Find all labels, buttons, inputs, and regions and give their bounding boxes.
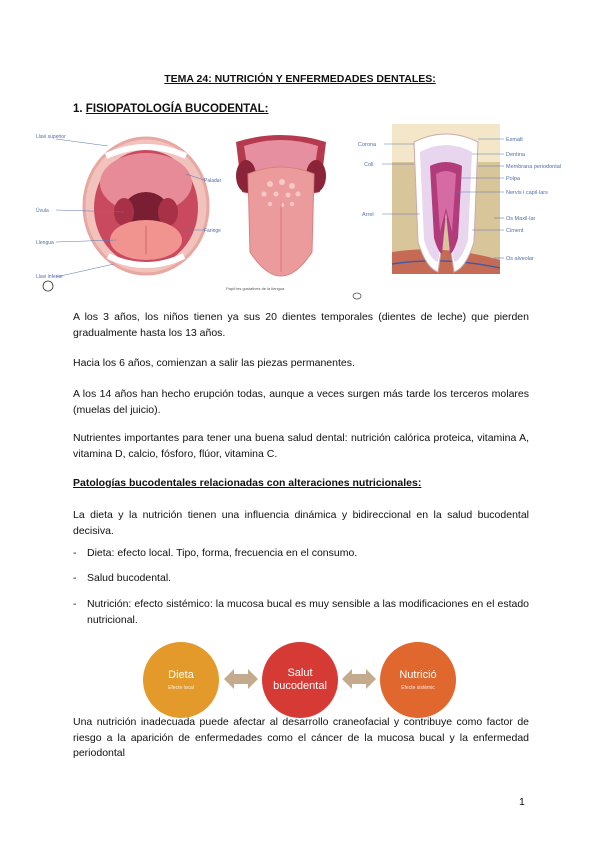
label-dentin: Dentina (506, 152, 525, 158)
label-tongue: Llengua (36, 240, 54, 246)
label-nerves: Nervis i capil·lars (506, 190, 548, 196)
list-item: - Dieta: efecto local. Tipo, forma, frecuencia en el consumo. (73, 547, 358, 559)
label-cementum: Ciment (506, 228, 524, 234)
node-title: Dieta (168, 669, 194, 681)
globe-icon (43, 281, 53, 291)
label-maxillary-bone: Os Maxil·lar (506, 216, 536, 222)
label-crown: Corona (358, 142, 377, 148)
paragraph-closing: Una nutrición inadecuada puede afectar al desarrollo craneofacial y contribuye como factor de riesgo a la aparición de enfermedades como el cáncer de la mucosa bucal y la enfermedad periodontal (73, 716, 529, 759)
label-root: Arrel (362, 212, 374, 218)
list-item-text: Salud bucodental. (87, 572, 172, 584)
copyright-icon (352, 292, 362, 300)
section-heading (73, 103, 269, 115)
node-title: Salut bucodental (273, 667, 327, 692)
label-palate: Paladar (204, 178, 222, 184)
paragraph-eruption: A los 14 años han hecho erupción todas, aunque a veces surgen más tarde los terceros molares (muelas del juicio). (73, 388, 529, 416)
page-number: 1 (519, 796, 525, 808)
double-arrow-icon (342, 668, 376, 690)
list-item-text: Nutrición: efecto sistémico: la mucosa bucal es muy sensible a las modificaciones en el estado nutricional. (87, 598, 529, 626)
list-item-text: Dieta: efecto local. Tipo, forma, frecuencia en el consumo. (87, 547, 358, 559)
subheading-pathologies: Patologías bucodentales relacionadas con alteraciones nutricionales: (73, 477, 422, 489)
double-arrow-icon (224, 668, 258, 690)
label-periodontal-membrane: Membrana periodontal (506, 164, 562, 170)
paragraph-nutrients: Nutrientes importantes para tener una buena salud dental: nutrición calórica proteica, vitamina A, vitamina D, calcio, fósforo, flúor, vitamina C. (73, 432, 529, 460)
label-pulp: Polpa (506, 176, 521, 182)
paragraph-temporary-teeth: A los 3 años, los niños tienen ya sus 20 dientes temporales (dientes de leche) que pierden gradualmente hasta los 13 años. (73, 311, 529, 339)
node-subtitle: Efecte local (168, 685, 194, 691)
label-enamel: Esmalt (506, 137, 523, 143)
section-title: FISIOPATOLOGÍA BUCODENTAL: (85, 103, 269, 115)
tongue-illustration (226, 132, 336, 294)
node-subtitle: Efecte sistèmic (401, 685, 435, 691)
mouth-illustration (36, 128, 256, 298)
node-title: Nutrició (399, 669, 437, 681)
label-uvula: Úvula (36, 208, 49, 214)
label-alveolar-bone: Os alveolar (506, 256, 534, 262)
label-neck: Coll (364, 162, 374, 168)
list-item: - Nutrición: efecto sistémico: la mucosa bucal es muy sensible a las modificaciones en el estado nutricional. (73, 598, 529, 626)
tooth-illustration (354, 122, 568, 298)
page-title: TEMA 24: NUTRICIÓN Y ENFERMEDADES DENTALES: (164, 73, 436, 85)
paragraph-permanent-teeth: Hacia los 6 años, comienzan a salir las piezas permanentes. (73, 357, 355, 369)
list-item: - Salud bucodental. (73, 572, 172, 584)
section-number: 1. (73, 103, 83, 115)
label-upper-lip: Llavi superior (36, 134, 66, 140)
diagram-node-diet (143, 642, 219, 718)
label-pharynx: Faringe (204, 228, 221, 234)
tongue-caption: Papil·les gustatives de la llengua (226, 286, 285, 291)
paragraph-diet-nutrition: La dieta y la nutrición tienen una influencia dinámica y bidireccional en la salud bucodental decisiva. (73, 509, 529, 537)
diagram-node-nutrition (380, 642, 456, 718)
label-lower-lip: Llavi inferior (36, 274, 63, 280)
diagram-node-oral-health (262, 642, 338, 718)
